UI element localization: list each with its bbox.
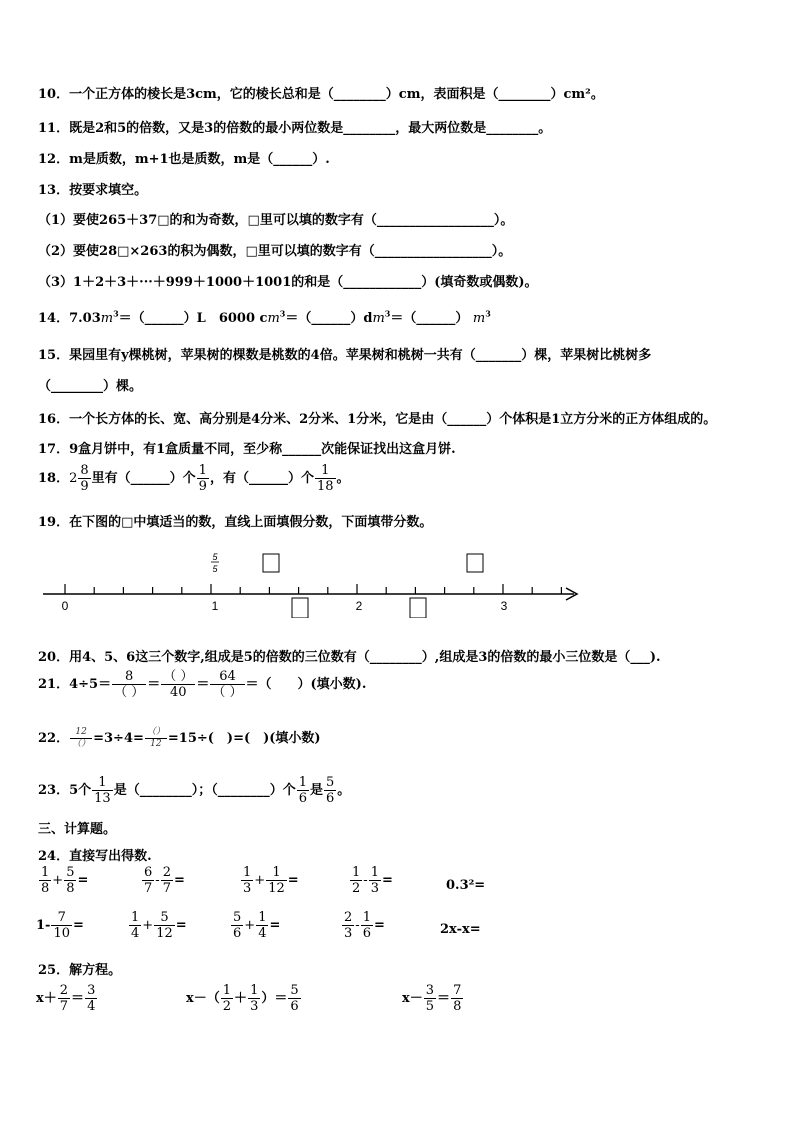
- question-10: 10．一个正方体的棱长是3cm，它的棱长总和是（________）cm，表面积是（________）cm²。: [38, 87, 604, 102]
- answer-box-top-1[interactable]: [263, 554, 279, 572]
- section-3-title: 三、计算题。: [38, 822, 117, 837]
- calc-r1c1: $\frac{1}{8}$ + $\frac{5}{8}$ =: [41, 865, 89, 896]
- question-19: 19．在下图的□中填适当的数，直线上面填假分数，下面填带分数。: [38, 515, 433, 530]
- number-line: [40, 548, 585, 618]
- question-12: 12．m是质数，m+1也是质数，m是（______）.: [38, 152, 330, 167]
- question-11: 11．既是2和5的倍数，又是3的倍数的最小两位数是________，最大两位数是________。: [38, 121, 552, 136]
- label-0: 0: [61, 599, 69, 613]
- question-14: 14．$7.03m^3=(\_\_\_\_\_\_)L$ 6000 $cm^3=(\_\_\_\_\_\_)dm^3=(\_\_\_\_\_\_)$ $m^3$: [38, 308, 491, 326]
- label-3: 3: [500, 599, 508, 613]
- equation-3: x－ $\frac{3}{5}$ ＝ $\frac{7}{8}$: [402, 983, 462, 1014]
- question-13: 13．按要求填空。: [38, 183, 148, 198]
- label-1: 1: [211, 599, 219, 613]
- frac-5-5-den: 5: [212, 564, 218, 574]
- question-23: 23．5个 $\frac{1}{13}$ 是（________）；（________）个 $\frac{1}{6}$ 是 $\frac{5}{6}$ 。: [38, 775, 351, 806]
- equation-1: x＋ $\frac{2}{7}$ ＝ $\frac{3}{4}$: [36, 983, 96, 1014]
- calc-r2c1: 1- $\frac{7}{10}$ =: [36, 910, 84, 941]
- answer-box-bottom-2[interactable]: [410, 598, 426, 618]
- question-24: 24．直接写出得数.: [38, 849, 152, 864]
- answer-box-bottom-1[interactable]: [292, 598, 308, 618]
- calc-r1c3: $\frac{1}{3}$ + $\frac{1}{12}$ =: [243, 865, 299, 896]
- question-22: 22． $\frac{12}{()}$ =3÷4= $\frac{()}{12}$ =15÷( )=( )(填小数): [38, 727, 321, 749]
- question-15: 15．果园里有y棵桃树，苹果树的棵数是桃数的4倍。苹果树和桃树一共有（_______）棵，苹果树比桃树多: [38, 348, 652, 363]
- question-17: 17．9盒月饼中，有1盒质量不同，至少称______次能保证找出这盒月饼.: [38, 442, 456, 457]
- label-2: 2: [355, 599, 363, 613]
- calc-r2c2: $\frac{1}{4}$ + $\frac{5}{12}$ =: [131, 910, 187, 941]
- frac-5-5-num: 5: [212, 552, 218, 562]
- question-15-continued: （________）棵。: [38, 379, 143, 394]
- question-21: 21．4÷5＝ $\frac{8}{( )}$ ＝ $\frac{( )}{40}$ ＝ $\frac{64}{( )}$ ＝（ ）(填小数).: [38, 669, 367, 700]
- answer-box-top-2[interactable]: [467, 554, 483, 572]
- question-18: 18．2 $\frac{8}{9}$ 里有（______）个 $\frac{1}{9}$ ，有（______）个 $\frac{1}{18}$ 。: [38, 463, 350, 494]
- calc-r1c4: $\frac{1}{2}$ - $\frac{1}{3}$ =: [352, 865, 393, 896]
- equation-2: x－（ $\frac{1}{2}$ ＋ $\frac{1}{3}$ ）＝ $\frac{5}{6}$: [186, 983, 299, 1014]
- question-16: 16．一个长方体的长、宽、高分别是4分米、2分米、1分米，它是由（______）个体积是1立方分米的正方体组成的。: [38, 412, 717, 427]
- calc-r2c4: $\frac{2}{3}$ - $\frac{1}{6}$ =: [344, 910, 385, 941]
- question-13-part-3: （3）1＋2＋3＋···＋999＋1000＋1001的和是（____________）(填奇数或偶数)。: [38, 275, 538, 290]
- question-13-part-2: （2）要使28□×263的积为偶数，□里可以填的数字有（__________________）。: [38, 244, 512, 259]
- question-13-part-1: （1）要使265＋37□的和为奇数，□里可以填的数字有（__________________）。: [38, 213, 514, 228]
- calc-r1c5: 0.3²=: [446, 878, 486, 893]
- calc-r2c5: 2x-x=: [440, 922, 481, 937]
- question-20: 20．用4、5、6这三个数字,组成是5的倍数的三位数有（________）,组成是3的倍数的最小三位数是（___).: [38, 650, 661, 665]
- question-25: 25．解方程。: [38, 963, 122, 978]
- number-line-ticks: [65, 584, 561, 594]
- calc-r2c3: $\frac{5}{6}$ + $\frac{1}{4}$ =: [233, 910, 281, 941]
- calc-r1c2: $\frac{6}{7}$ - $\frac{2}{7}$ =: [144, 865, 185, 896]
